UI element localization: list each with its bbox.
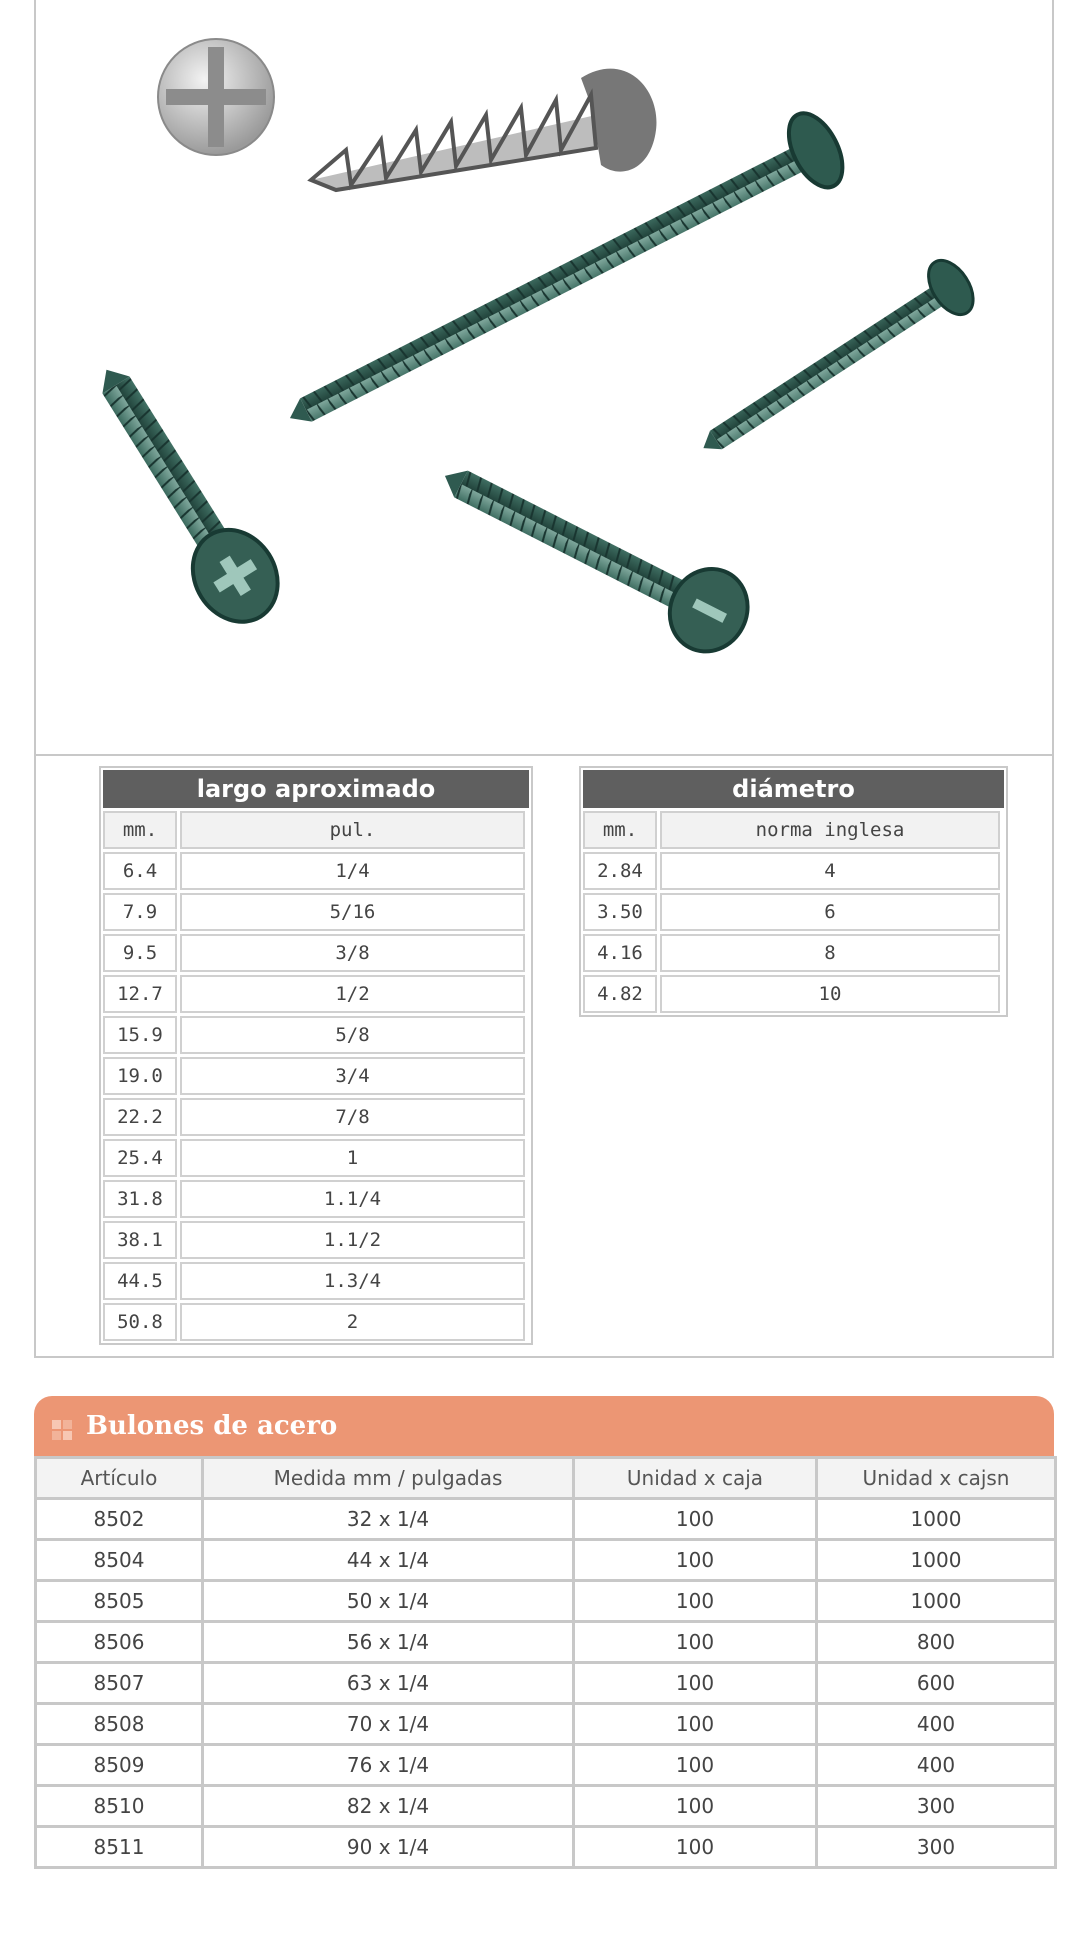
unidad-caja-cell: 100 [574,1745,817,1786]
bulones-section [34,1396,1054,1936]
medida-cell: 63 x 1/4 [203,1663,574,1704]
articulo-cell: 8509 [36,1745,203,1786]
largo-row [103,1262,529,1300]
screw-profile-diagram [311,69,656,190]
unidad-caja-cell: 100 [574,1704,817,1745]
table-row [36,1786,1056,1827]
largo-row [103,1057,529,1095]
largo-row [103,893,529,931]
diametro-row [583,934,1004,972]
unidad-cajsn-cell: 300 [817,1786,1056,1827]
largo-aproximado-table [99,766,533,1345]
largo-mm-cell: 6.4 [103,852,177,890]
diametro-table [579,766,1008,1017]
largo-value-cell: 1.3/4 [180,1262,525,1300]
diametro-value-cell: 4 [660,852,1000,890]
largo-row [103,934,529,972]
largo-mm-cell: 7.9 [103,893,177,931]
medida-cell: 76 x 1/4 [203,1745,574,1786]
bulones-title: Bulones de acero [86,1411,338,1441]
largo-row [103,1098,529,1136]
table-row [36,1581,1056,1622]
largo-col-mm: mm. [103,811,177,849]
diametro-col-norma: norma inglesa [660,811,1000,849]
articulo-cell: 8502 [36,1499,203,1540]
unidad-cajsn-cell: 600 [817,1663,1056,1704]
table-row [36,1540,1056,1581]
largo-value-cell: 1/4 [180,852,525,890]
col-unidad-caja: Unidad x caja [574,1458,817,1499]
unidad-cajsn-cell: 1000 [817,1581,1056,1622]
largo-value-cell: 1.1/2 [180,1221,525,1259]
largo-row [103,1139,529,1177]
unidad-cajsn-cell: 1000 [817,1499,1056,1540]
product-panel [34,0,1054,1358]
largo-row [103,852,529,890]
diametro-col-mm: mm. [583,811,657,849]
unidad-cajsn-cell: 300 [817,1827,1056,1868]
table-row [36,1622,1056,1663]
screws-image [36,0,1052,756]
unidad-caja-cell: 100 [574,1663,817,1704]
medida-cell: 82 x 1/4 [203,1786,574,1827]
largo-value-cell: 1.1/4 [180,1180,525,1218]
largo-mm-cell: 50.8 [103,1303,177,1341]
articulo-cell: 8506 [36,1622,203,1663]
bulones-header-row [36,1458,1056,1499]
medida-cell: 90 x 1/4 [203,1827,574,1868]
medida-cell: 32 x 1/4 [203,1499,574,1540]
largo-value-cell: 3/8 [180,934,525,972]
largo-mm-cell: 44.5 [103,1262,177,1300]
unidad-caja-cell: 100 [574,1581,817,1622]
articulo-cell: 8507 [36,1663,203,1704]
largo-row [103,975,529,1013]
col-medida: Medida mm / pulgadas [203,1458,574,1499]
largo-mm-cell: 12.7 [103,975,177,1013]
short-screw-right [687,253,982,474]
diametro-row [583,893,1004,931]
largo-value-cell: 2 [180,1303,525,1341]
medida-cell: 56 x 1/4 [203,1622,574,1663]
diametro-value-cell: 8 [660,934,1000,972]
squares-icon [52,1420,74,1442]
screw-left [73,349,295,638]
largo-header-row [103,811,529,849]
col-articulo: Artículo [36,1458,203,1499]
largo-mm-cell: 19.0 [103,1057,177,1095]
unidad-caja-cell: 100 [574,1540,817,1581]
articulo-cell: 8508 [36,1704,203,1745]
largo-col-pul: pul. [180,811,525,849]
largo-value-cell: 5/16 [180,893,525,931]
diametro-mm-cell: 2.84 [583,852,657,890]
bulones-table [34,1456,1057,1869]
medida-cell: 70 x 1/4 [203,1704,574,1745]
largo-mm-cell: 31.8 [103,1180,177,1218]
unidad-cajsn-cell: 400 [817,1704,1056,1745]
largo-title: largo aproximado [103,770,529,808]
diametro-mm-cell: 3.50 [583,893,657,931]
diametro-value-cell: 6 [660,893,1000,931]
medida-cell: 44 x 1/4 [203,1540,574,1581]
largo-value-cell: 7/8 [180,1098,525,1136]
unidad-caja-cell: 100 [574,1622,817,1663]
largo-mm-cell: 15.9 [103,1016,177,1054]
diametro-row [583,975,1004,1013]
bulones-header-bar [34,1396,1054,1456]
articulo-cell: 8505 [36,1581,203,1622]
table-row [36,1827,1056,1868]
medida-cell: 50 x 1/4 [203,1581,574,1622]
unidad-caja-cell: 100 [574,1827,817,1868]
diametro-row [583,852,1004,890]
largo-row [103,1180,529,1218]
largo-value-cell: 3/4 [180,1057,525,1095]
phillips-head-icon [158,39,274,155]
screws-illustration [36,0,1052,754]
largo-row [103,1016,529,1054]
unidad-cajsn-cell: 400 [817,1745,1056,1786]
table-row [36,1663,1056,1704]
largo-row [103,1221,529,1259]
largo-value-cell: 1 [180,1139,525,1177]
unidad-cajsn-cell: 800 [817,1622,1056,1663]
largo-mm-cell: 9.5 [103,934,177,972]
largo-value-cell: 5/8 [180,1016,525,1054]
largo-row [103,1303,529,1341]
largo-mm-cell: 38.1 [103,1221,177,1259]
screw-bottom [426,438,762,664]
table-row [36,1499,1056,1540]
unidad-caja-cell: 100 [574,1499,817,1540]
diametro-header-row [583,811,1004,849]
diametro-title: diámetro [583,770,1004,808]
diametro-mm-cell: 4.82 [583,975,657,1013]
table-row [36,1704,1056,1745]
col-unidad-cajsn: Unidad x cajsn [817,1458,1056,1499]
largo-mm-cell: 25.4 [103,1139,177,1177]
articulo-cell: 8504 [36,1540,203,1581]
table-row [36,1745,1056,1786]
unidad-cajsn-cell: 1000 [817,1540,1056,1581]
articulo-cell: 8510 [36,1786,203,1827]
diametro-value-cell: 10 [660,975,1000,1013]
largo-mm-cell: 22.2 [103,1098,177,1136]
largo-value-cell: 1/2 [180,975,525,1013]
unidad-caja-cell: 100 [574,1786,817,1827]
articulo-cell: 8511 [36,1827,203,1868]
diametro-mm-cell: 4.16 [583,934,657,972]
